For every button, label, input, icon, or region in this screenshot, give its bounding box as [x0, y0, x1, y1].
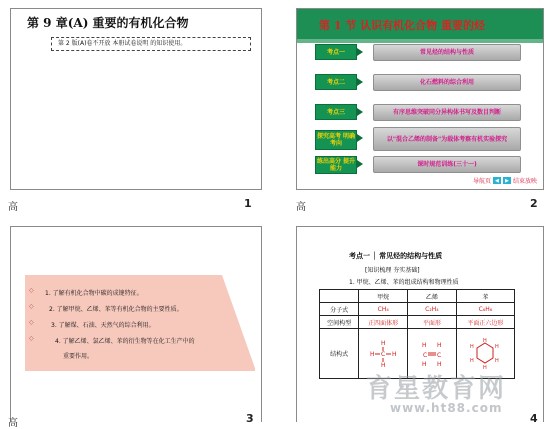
table-header: 苯	[456, 290, 514, 303]
benzene-structure-icon	[467, 337, 503, 369]
svg-text:H: H	[381, 361, 386, 368]
table-cell: C₂H₄	[408, 303, 457, 316]
topic-button-5[interactable]: 课时规范训练(三十一)	[373, 156, 521, 173]
objective-item-3: 3. 了解煤、石油、天然气的综合利用。	[51, 322, 155, 329]
slide2-header-stripe	[297, 39, 543, 43]
objective-item-1: 1. 了解有机化合物中碳的成键特征。	[45, 290, 143, 297]
svg-text:H: H	[421, 341, 427, 349]
svg-text:C: C	[381, 350, 386, 358]
slide-thumbnail-2[interactable]	[296, 8, 544, 190]
hydrocarbon-table	[319, 289, 515, 379]
svg-text:H: H	[370, 350, 375, 358]
slide2-footer: 高	[296, 202, 306, 213]
svg-text:H: H	[470, 343, 475, 350]
methane-structure-icon	[368, 338, 398, 368]
watermark-logo: 育星教育网	[366, 374, 507, 404]
slide2-title: 第 1 节 认识有机化合物 重要的烃	[319, 19, 485, 32]
table-row	[320, 303, 515, 316]
slide4-number: 4	[530, 412, 538, 425]
slide-thumbnail-1[interactable]	[10, 8, 262, 190]
slide4-subheading: [知识梳理 夯实基础]	[365, 267, 420, 274]
topic-button-2[interactable]: 化石燃料的综合利用	[373, 74, 521, 91]
slide4-heading: 考点一 │ 常见烃的结构与性质	[349, 252, 443, 260]
topic-button-4[interactable]: 以"混合乙烯的制备"为载体考察有机实验探究	[373, 127, 521, 151]
svg-text:H: H	[495, 357, 500, 364]
objective-item-2: 2. 了解甲烷、乙烯、苯等有机化合物的主要性质。	[49, 306, 183, 313]
objective-item-4-cont: 重要作用。	[63, 353, 94, 360]
table-header-row	[320, 290, 515, 303]
topic-button-1[interactable]: 常见烃的结构与性质	[373, 44, 521, 61]
svg-text:H: H	[436, 360, 442, 368]
table-cell: CH₄	[359, 303, 408, 316]
slide-thumbnail-3[interactable]	[10, 226, 262, 422]
bullet-icon: ◇	[29, 287, 34, 294]
slide3-number: 3	[246, 412, 254, 425]
table-cell: 平面正六边形	[456, 316, 514, 329]
bullet-icon: ◇	[29, 303, 34, 310]
svg-text:H: H	[483, 364, 488, 369]
svg-text:H: H	[421, 360, 427, 368]
topic-tag-1[interactable]: 考点一	[315, 44, 357, 60]
slide1-number: 1	[244, 197, 252, 210]
table-header	[320, 290, 359, 303]
table-cell: 空间构型	[320, 316, 359, 329]
svg-text:H: H	[436, 341, 442, 349]
svg-text:H: H	[392, 350, 397, 358]
topic-tag-5[interactable]: 练出高分 提升能力	[316, 158, 356, 172]
nav-prev-icon[interactable]: ◀	[493, 177, 501, 184]
topic-tag-2[interactable]: 考点二	[315, 74, 357, 90]
table-cell: C₆H₆	[456, 303, 514, 316]
svg-text:H: H	[483, 337, 488, 344]
svg-text:H: H	[381, 339, 386, 347]
table-header: 乙烯	[408, 290, 457, 303]
svg-text:C: C	[436, 351, 442, 359]
slide1-title: 第 9 章(A) 重要的有机化合物	[27, 16, 189, 30]
topic-tag-4[interactable]: 探究高考 明确考向	[315, 130, 357, 150]
table-row	[320, 316, 515, 329]
nav-home-link[interactable]: 导航页	[472, 178, 491, 185]
table-cell: 正四面体形	[359, 316, 408, 329]
table-header: 甲烷	[359, 290, 408, 303]
bullet-icon: ◇	[29, 335, 34, 342]
table-cell: 分子式	[320, 303, 359, 316]
ethylene-structure-icon	[417, 338, 447, 368]
bullet-icon: ◇	[29, 319, 34, 326]
slide2-nav	[473, 176, 537, 185]
svg-text:H: H	[495, 343, 500, 350]
topic-button-3[interactable]: 有序思维突破同分异构体书写及数目判断	[373, 104, 521, 121]
slide1-note: 第 2 版(A)卷不开放 本册试卷说明 的知识使用。	[51, 37, 251, 51]
watermark-url: www.ht88.com	[390, 401, 503, 415]
slide1-footer: 高	[8, 202, 18, 213]
nav-next-icon[interactable]: ▶	[503, 177, 511, 184]
objective-item-4: 4. 了解乙烯、氯乙烯、苯的衍生物等在化工生产中的	[55, 338, 195, 345]
slide2-number: 2	[530, 197, 538, 210]
table-cell: 平面形	[408, 316, 457, 329]
table-cell: 结构式	[320, 329, 359, 379]
svg-text:C: C	[422, 351, 428, 359]
slide4-line: 1. 甲烷、乙烯、苯的组成结构和物理性质	[349, 279, 459, 286]
svg-text:H: H	[470, 357, 475, 364]
nav-end-link[interactable]: 结束放映	[512, 178, 537, 185]
topic-tag-3[interactable]: 考点三	[315, 104, 357, 120]
slide3-footer: 高	[8, 418, 18, 429]
